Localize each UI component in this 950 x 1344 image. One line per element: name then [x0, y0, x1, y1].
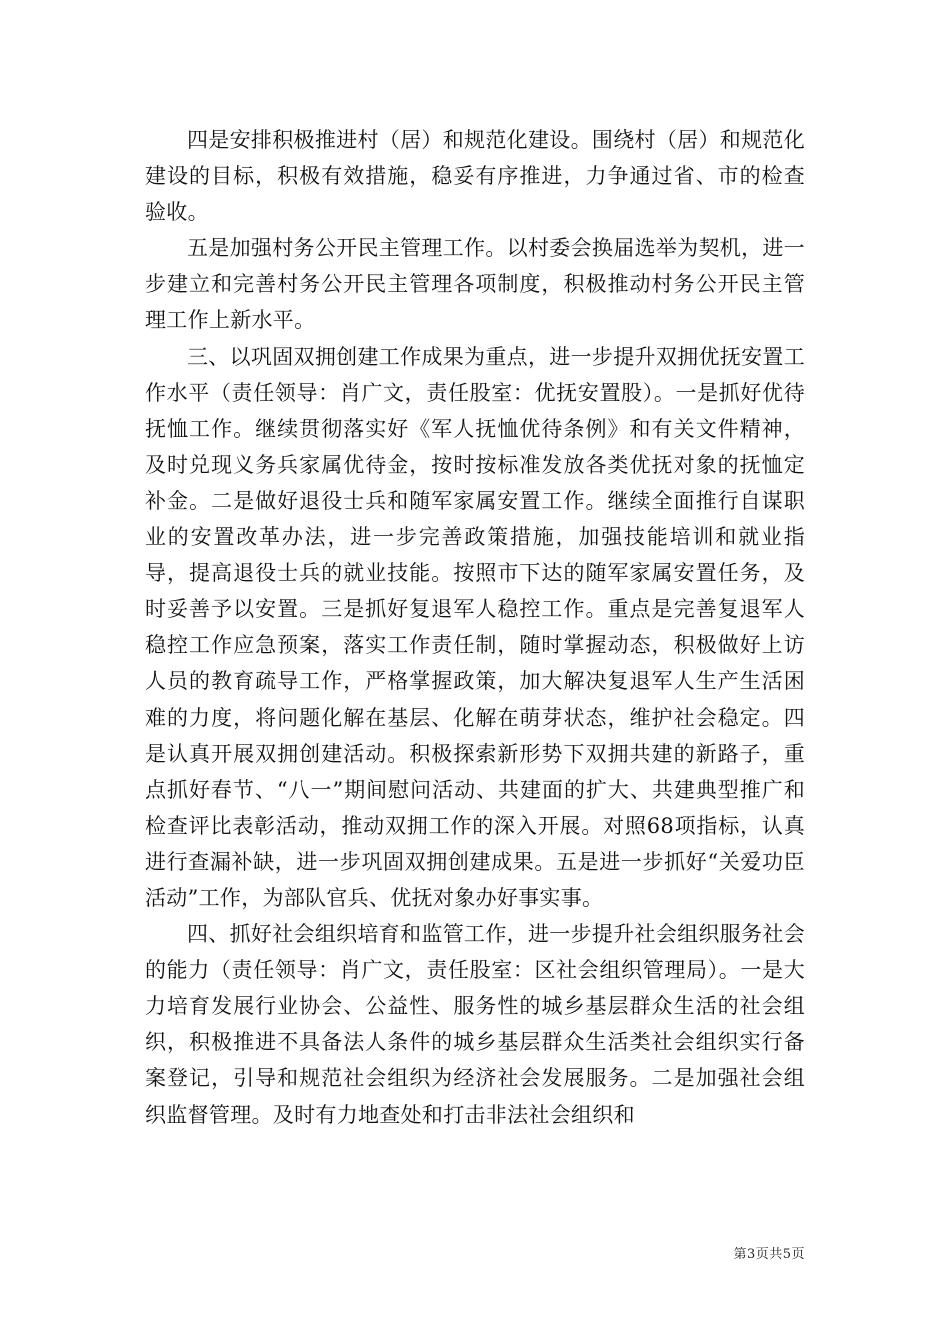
document-body [145, 122, 805, 1133]
paragraph-social-organization-work: 四、抓好社会组织培育和监管工作，进一步提升社会组织服务社会的能力（责任领导：肖广文，责任股室：区社会组织管理局）。一是大力培育发展行业协会、公益性、服务性的城乡基层群众生活的社会组织，积极推进不具备法人条件的城乡基层群众生活类社会组织实行备案登记，引导和规范社会组织为经济社会发展服务。二是加强社会组织监督管理。及时有力地查处和打击非法社会组织和 [145, 922, 805, 1127]
paragraph-village-standardization: 四是安排积极推进村（居）和规范化建设。围绕村（居）和规范化建设的目标，积极有效措施，稳妥有序推进，力争通过省、市的检查验收。 [145, 128, 805, 225]
page-number-footer: 第3页共5页 [733, 1247, 805, 1262]
paragraph-double-support-work: 三、以巩固双拥创建工作成果为重点，进一步提升双拥优抚安置工作水平（责任领导：肖广文，责任股室：优抚安置股）。一是抓好优待抚恤工作。继续贯彻落实好《军人抚恤优待条例》和有关文件精神，及时兑现义务兵家属优待金，按时按标准发放各类优抚对象的抚恤定补金。二是做好退役士兵和随军家属安置工作。继续全面推行自谋职业的安置改革办法，进一步完善政策措施，加强技能培训和就业指导，提高退役士兵的就业技能。按照市下达的随军家属安置任务，及时妥善予以安置。三是抓好复退军人稳控工作。重点是完善复退军人稳控工作应急预案，落实工作责任制，随时掌握动态，积极做好上访人员的教育疏导工作，严格掌握政策，加大解决复退军人生产生活困难的力度，将问题化解在基层、化解在萌芽状态，维护社会稳定。四是认真开展双拥创建活动。积极探索新形势下双拥共建的新路子，重点抓好春节、“八一”期间慰问活动、共建面的扩大、共建典型推广和检查评比表彰活动，推动双拥工作的深入开展。对照68项指标，认真进行查漏补缺，进一步巩固双拥创建成果。五是进一步抓好“关爱功臣活动”工作，为部队官兵、优抚对象办好事实事。 [145, 344, 805, 910]
paragraph-village-affairs-disclosure: 五是加强村务公开民主管理工作。以村委会换届选举为契机，进一步建立和完善村务公开民主管理各项制度，积极推动村务公开民主管理工作上新水平。 [145, 236, 805, 333]
